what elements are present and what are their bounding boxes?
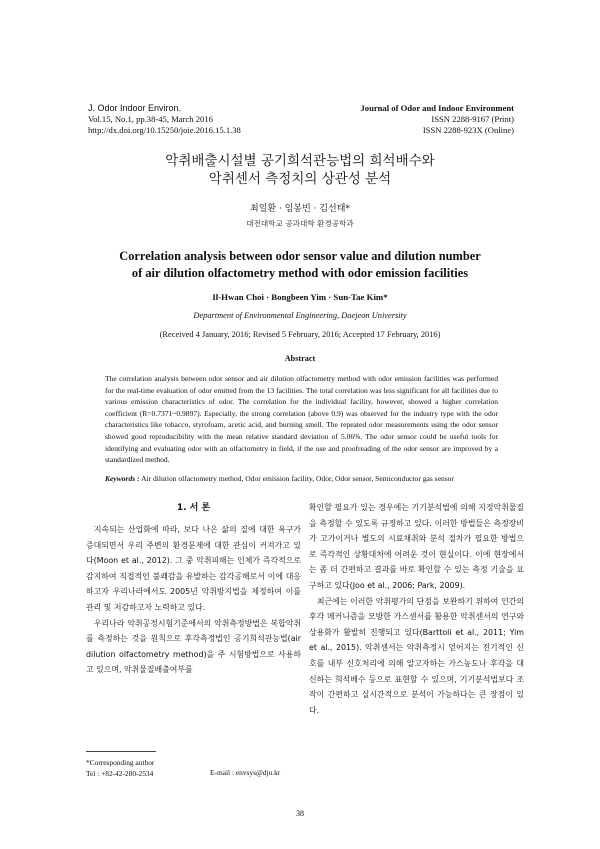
abstract-heading: Abstract [284,354,316,363]
issn-online: ISSN 2288-923X (Online) [422,125,514,135]
paragraph: 우리나라 악취공정시험기준에서의 악취측정방법은 복합악취를 측정하는 것을 원칙으로 후각측정법인 공기희석관능법(air dilution olfactometry method)을 주 시험방법으로 사용하고 있으며, 악취물질배출여부를 [86,618,301,675]
section-heading-introduction: 1. 서 론 [176,503,211,513]
body-column-left [86,500,301,678]
keywords-label: Keywords : [105,474,140,483]
paragraph: 최근에는 이러한 악취평가의 단점을 보완하기 위하여 인간의 후각 메커니즘을 모방한 가스센서를 활용한 악취센서의 연구와 상용화가 활발히 진행되고 있다(Barttoli et al., 2011; Yim et al., 2015). 악취센서는 악취측정시 얻어지는 전기적인 신호를 내부 신호처리에 의해 알고자하는 가스농도나 후각을 대신하는 희석배수 등으로 표현할 수 있으며, 기기분석법보다 조작이 간편하고 실시간적으로 분석이 가능하다는 큰 장점이 있다. [309,596,524,715]
english-title [0,248,600,282]
keywords-list: Air dilution olfactometry method, Odor emission facility, Odor, Odor sensor, Semiconductor gas sensor [141,474,454,483]
author-email[interactable]: E-mail : envsys@dju.kr [210,768,281,777]
journal-name: Journal of Odor and Indoor Environment [360,103,514,113]
journal-header-left [88,103,241,136]
abstract-text: The correlation analysis between odor sensor and air dilution olfactometry method with odor emission facilities was performed for the real-time evaluation of odor emitted from the 13 facilities. The total correlation was less significant for all facilities due to various emission characteristics of odor. The correlation for the individual facility, however, showed a higher correlation coefficient (R=0.7371~0.9897). Especially, the strong correlation (above 0.9) was observed for the industry type with the odor characteristics like tobacco, styrofoam, acetic acid, and burning smell. The repeated odor measurements using the odor sensor showed good reproducibility with the mean relative standard deviation of 5.06%. The odor sensor could be useful tools for identifying and evaluating odor with an olfactometry in field, if the use and proofreading of the odor sensor are improved by a standardized method. [105,374,498,465]
journal-header-right [360,103,514,136]
volume-info: Vol.15, No.1, pp.38-45, March 2016 [88,114,213,124]
journal-abbrev: J. Odor Indoor Environ. [88,103,182,113]
english-authors: Il-Hwan Choi · Bongbeen Yim · Sun-Tae Kim* [212,292,388,302]
korean-title [0,152,600,188]
paragraph: 지속되는 산업화에 따라, 보다 나은 삶의 질에 대한 욕구가 증대되면서 우리 주변의 환경문제에 대한 관심이 커져가고 있다(Moon et al., 2012). 그 중 악취피해는 인체가 즉각적으로 감지하여 직접적인 불쾌감을 유발하는 감각공해로서 이에 대응하고자 우리나라에서도 2005년 악취방지법을 제정하여 이를 관리 및 저감하고자 노력하고 있다. [86,525,301,612]
korean-affiliation: 대전대학교 공과대학 환경공학과 [246,219,354,228]
keywords [105,474,505,483]
english-title-line2: of air dilution olfactometry method with odor emission facilities [131,266,469,280]
korean-authors: 최일환 · 임봉빈 · 김선태* [250,204,350,214]
body-column-right [309,500,524,718]
footnote [86,757,154,779]
paragraph: 확인할 필요가 있는 경우에는 기기분석법에 의해 지정악취물질을 측정할 수 있도록 규정하고 있다. 이러한 방법들은 측정장비가 고가이거나 별도의 시료채취와 분석 절차가 필요한 방법으로 즉각적인 상황대처에 어려운 것이 현실이다. 이에 현장에서는 좀 더 간편하고 결과를 바로 확인할 수 있는 측정 기술을 요구하고 있다(Joo et al., 2006; Park, 2009). [309,503,524,590]
author-phone: Tel : +82-42-280-2534 [86,769,154,778]
footnote-divider [86,751,156,752]
corresponding-author: *Corresponding author [86,758,155,767]
korean-title-line1: 악취배출시설별 공기희석관능법의 희석배수와 [165,153,435,169]
issn-print: ISSN 2288-9167 (Print) [431,114,514,124]
english-title-line1: Correlation analysis between odor sensor value and dilution number [119,249,481,263]
received-dates: (Received 4 January, 2016; Revised 5 February, 2016; Accepted 17 February, 2016) [159,330,441,339]
page-number: 38 [296,809,304,818]
english-affiliation: Department of Environmental Engineering, Daejeon University [193,311,407,320]
doi-link[interactable]: http://dx.doi.org/10.15250/joie.2016.15.1.38 [88,125,241,135]
korean-title-line2: 악취센서 측정치의 상관성 분석 [208,171,392,187]
